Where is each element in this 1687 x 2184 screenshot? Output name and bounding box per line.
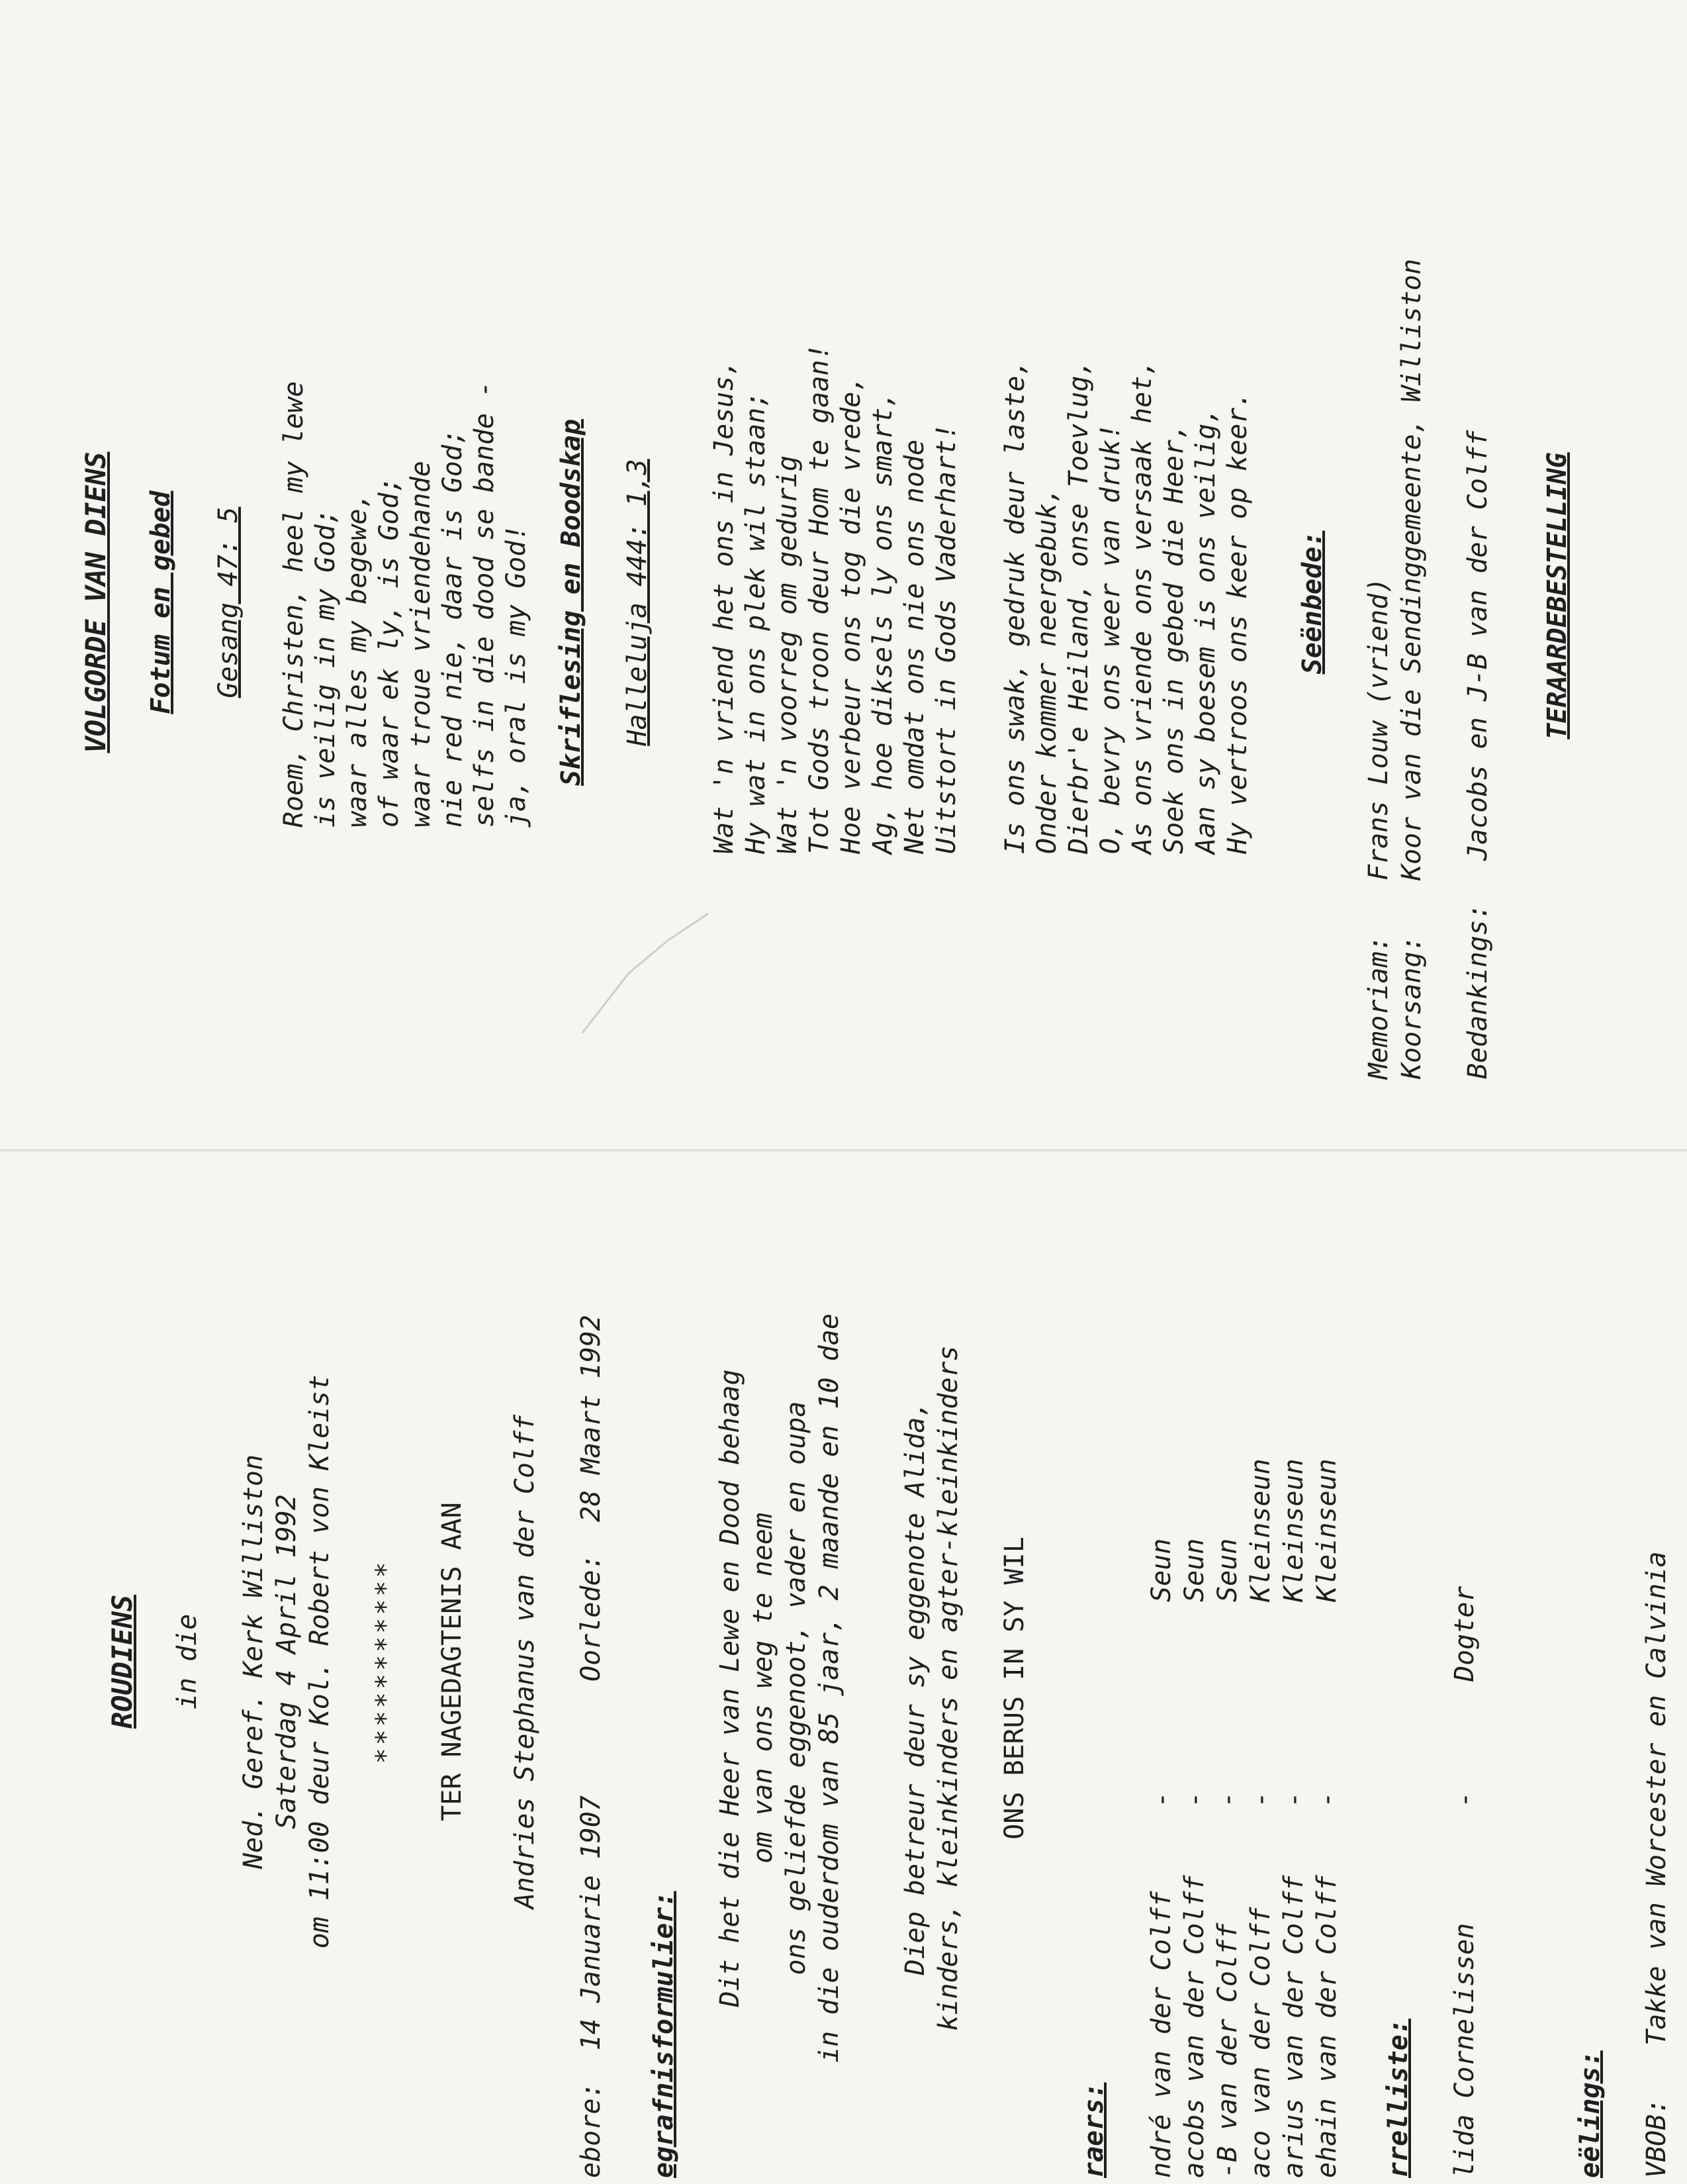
lyric-line: Net omdat ons nie ons node [899,439,930,854]
formulier-line: Dit het die Heer van Lewe en Dood behaag [715,1369,745,2007]
rest-line: ONS BERUS IN SY WIL [999,1537,1030,1840]
lyric-line: Hy vertroos ons keer op keer. [1222,391,1253,854]
vbob-row [1641,1198,1674,2178]
bearer-relation: Kleinseun [1279,1458,1309,1602]
bearer-name: aco van der Colff [1246,1907,1276,2178]
bearer-row [1244,1198,1277,2178]
bearer-name: ehain van der Colff [1312,1875,1342,2178]
thanks-row [1463,20,1494,1079]
service-order-title: VOLGORDE VAN DIENS [79,451,112,753]
lyric-line: waar alles my begewe, [342,493,373,828]
bearer-dash: - [1279,1791,1309,1807]
bearer-name: ndré van der Colff [1146,1891,1177,2178]
lyric-line: Roem, Christen, heel my lewe [279,381,309,828]
bearer-row [1211,1198,1244,2178]
choir-row [1396,20,1428,1079]
flowers-dash: - [1449,1791,1480,1807]
thanks-value: Jacobs en J-B van der Colff [1463,430,1493,861]
page-fold [0,1149,1687,1153]
service-order-panel [40,20,1522,1119]
lyric-line: Hy wat in ons plek wil staan; [741,391,771,854]
lyric-line: is veilig in my God; [310,508,341,828]
shares-heading: eëlings: [1575,2050,1606,2178]
birth-date: ebore: 14 Januarie 1907 [576,1795,606,2178]
lyric-line: waar troue vriendehande [406,461,436,828]
hymn2-verse1 [708,344,962,854]
memory-heading: TER NAGEDAGTENIS AAN [437,1502,467,1821]
bearer-row [1145,1198,1178,2178]
lyric-line: Tot Gods troon deur Hom te gaan! [804,344,835,854]
lyric-line: O, bevry ons weer van druk! [1095,423,1126,854]
vbob-label: VBOB: [1641,2098,1672,2178]
lyric-line: Is ons swak, gedruk deur laste, [1000,359,1030,854]
lyric-line: Hoe verbeur ons tog die vrede, [836,375,866,854]
memoriam-label: Memoriam: [1363,935,1394,1079]
star-divider: *********** [371,1559,401,1764]
choir-value: Koor van die Sendinggemeente, Williston [1396,258,1427,880]
bearer-row [1310,1198,1344,2178]
final-heading-strip [1542,60,1582,1119]
formulier-line: in die ouderdom van 85 jaar, 2 maande en 10 dae [814,1313,844,2063]
bearer-dash: - [1246,1791,1276,1807]
lyric-line: selfs in die dood se bande - [469,381,500,828]
bearer-name: acobs van der Colff [1179,1875,1210,2178]
lyric-line: Onder kommer neergebuk, [1032,487,1062,854]
hymn2-verse2 [999,359,1254,854]
funeral-service-panel [60,1198,1542,2178]
life-dates-row [576,1198,608,2178]
lyric-line: As ons vriende ons versaak het, [1127,359,1158,854]
church-name: Ned. Geref. Kerk Williston [238,1454,269,1870]
bearer-relation: Seun [1212,1538,1243,1602]
burial-heading: TERAARDEBESTELLING [1542,452,1573,739]
hymn1-reference: Gesang 47: 5 [213,506,244,698]
flowers-heading: rrelliste: [1383,2018,1414,2178]
deceased-name: Andries Stephanus van der Colff [510,1414,540,1909]
burial-formulier-heading: egrafnisformulier: [649,1891,679,2178]
hymn2-reference: Halleluja 444: 1,3 [622,459,653,746]
bearer-name: -B van der Colff [1212,1923,1243,2178]
death-date: Oorlede: 28 Maart 1992 [576,1315,606,1682]
lyric-line: Soek ons in gebed die Heer, [1159,423,1189,854]
lyric-line: Uitstort in Gods Vaderhart! [931,423,962,854]
mourning-line: Diep betreur deur sy eggenote Alida, [900,1401,931,1975]
formulier-line: ons geliefde eggenoot, vader en oupa [781,1401,811,1975]
bearer-row [1277,1198,1310,2178]
lyric-line: Ag, hoe diksels ly ons smart, [868,391,898,854]
funeral-title: ROUDIENS [106,1594,138,1729]
choir-label: Koorsang: [1396,935,1427,1079]
memoriam-value: Frans Louw (vriend) [1363,577,1394,880]
bearers-heading: raers: [1079,2082,1109,2178]
flowers-row [1449,1198,1482,2178]
thanks-label: Bedankings: [1463,904,1493,1079]
service-date: Saterdag 4 April 1992 [271,1494,302,1829]
bearer-relation: Seun [1146,1538,1177,1602]
lyric-line: Aan sy boesem is ons veilig, [1191,407,1221,854]
lyric-line: Wat 'n vriend het ons in Jesus, [709,359,739,854]
service-time-officiant: om 11:00 deur Kol. Robert von Kleist [304,1374,335,1949]
bearer-dash: - [1146,1791,1177,1807]
lyric-line: Dierbr'e Heiland, onse Toevlug, [1064,359,1094,854]
bearer-dash: - [1312,1791,1342,1807]
lyric-line: of waar ek ly, is God; [374,477,404,828]
bearers-list [1145,1198,1344,2178]
lyric-line: nie red nie, daar is God; [437,428,468,828]
benediction-heading: Seënbede: [1297,530,1328,675]
formulier-line: om van ons weg te neem [748,1513,778,1864]
flowers-name: lida Cornelissen [1449,1923,1480,2178]
section-prayer-heading: Fotum en gebed [146,491,176,714]
flowers-relation: Dogter [1449,1586,1480,1682]
bearer-relation: Kleinseun [1246,1458,1276,1602]
bearer-dash: - [1212,1791,1243,1807]
section-scripture-heading: Skriflesing en Boodskap [556,419,586,786]
lyric-line: Wat 'n voorreg om gedurig [772,455,803,854]
bearer-relation: Seun [1179,1538,1210,1602]
bearer-relation: Kleinseun [1312,1458,1342,1602]
lyric-line: ja, oral is my God! [501,524,531,828]
bearer-name: arius van der Colff [1279,1875,1309,2178]
hymn1-lyrics [278,381,532,828]
mourning-line: kinders, kleinkinders en agter-kleinkinders [933,1345,964,2031]
vbob-value: Takke van Worcester en Calvinia [1641,1551,1672,2046]
in-die-text: in die [172,1613,203,1710]
bearer-dash: - [1179,1791,1210,1807]
bottom-tail-strip [1575,1198,1687,2178]
memoriam-row [1363,20,1395,1079]
bearer-row [1178,1198,1211,2178]
